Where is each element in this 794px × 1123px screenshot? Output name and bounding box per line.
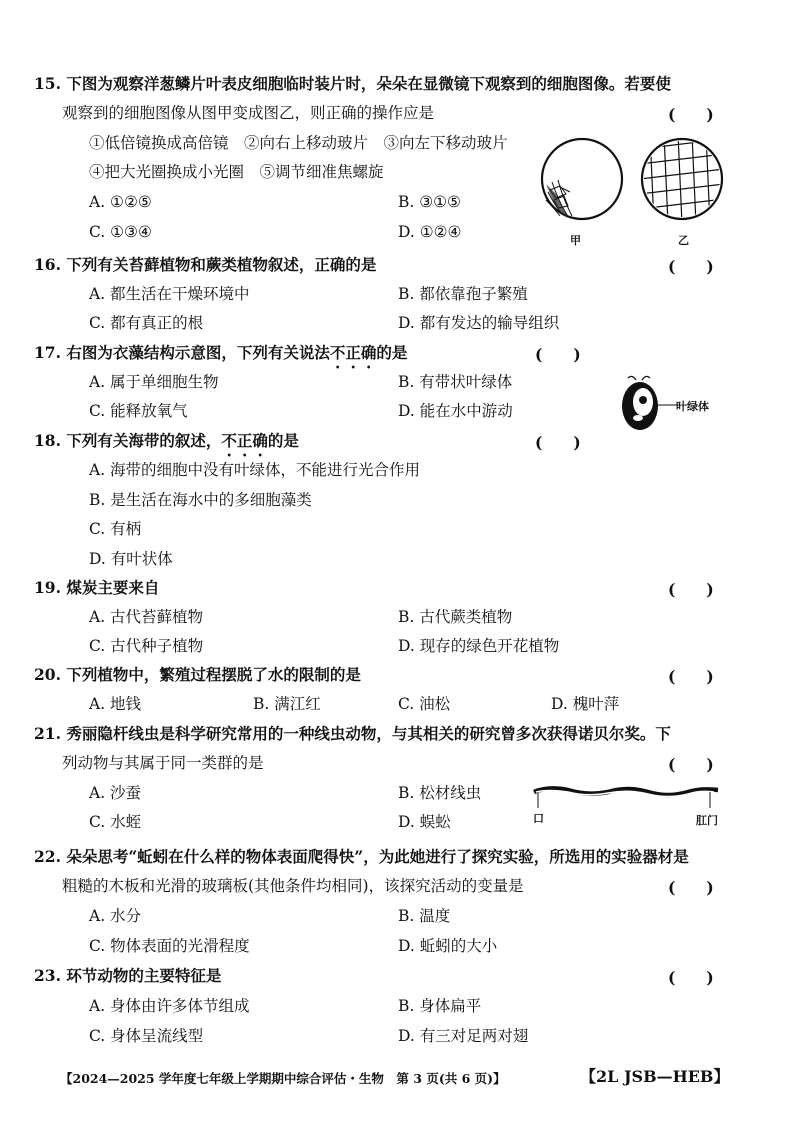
- page-footer: 【2024—2025 学年度七年级上学期期中综合评估・生物 第 3 页(共 6 页)】: [60, 1071, 506, 1086]
- q15-ops-line2: ④把大光圈换成小光圈 ⑤调节细准焦螺旋: [89, 163, 384, 181]
- q18-option-b[interactable]: B. 是生活在海水中的多细胞藻类: [89, 491, 312, 509]
- q23-option-c[interactable]: C. 身体呈流线型: [89, 1027, 204, 1045]
- q23-answer-paren[interactable]: ( ): [668, 968, 714, 987]
- q21-stem-line2: 列动物与其属于同一类群的是: [62, 754, 264, 772]
- q16-stem: 16. 下列有关苔藓植物和蕨类植物叙述，正确的是: [34, 255, 377, 274]
- q21-answer-paren[interactable]: ( ): [668, 755, 714, 774]
- q19-option-b[interactable]: B. 古代蕨类植物: [398, 608, 513, 626]
- q22-option-c[interactable]: C. 物体表面的光滑程度: [89, 937, 250, 955]
- q17-answer-paren[interactable]: ( ): [535, 345, 581, 364]
- q15-option-a[interactable]: A. ①②⑤: [89, 193, 152, 211]
- q16-option-a[interactable]: A. 都生活在干燥环境中: [89, 285, 250, 303]
- q23-option-a[interactable]: A. 身体由许多体节组成: [89, 997, 250, 1015]
- q18-answer-paren[interactable]: ( ): [535, 433, 581, 452]
- q18-option-a[interactable]: A. 海带的细胞中没有叶绿体，不能进行光合作用: [89, 461, 421, 479]
- nematode-mouth-label: 口: [533, 812, 544, 825]
- q15-figure-b-label: 乙: [678, 234, 689, 247]
- q17-option-b[interactable]: B. 有带状叶绿体: [398, 373, 513, 391]
- q18-option-c[interactable]: C. 有柄: [89, 520, 142, 538]
- q16-option-d[interactable]: D. 都有发达的输导组织: [398, 314, 560, 332]
- q17-stem: [34, 343, 407, 372]
- q15-figure-a-microscope-view: [540, 134, 624, 224]
- q22-option-a[interactable]: A. 水分: [89, 907, 142, 925]
- q16-option-c[interactable]: C. 都有真正的根: [89, 314, 204, 332]
- q20-stem: 20. 下列植物中，繁殖过程摆脱了水的限制的是: [34, 665, 361, 684]
- q15-ops-line1: ①低倍镜换成高倍镜 ②向右上移动玻片 ③向左下移动玻片: [89, 134, 508, 152]
- q20-answer-paren[interactable]: ( ): [668, 667, 714, 686]
- q23-option-b[interactable]: B. 身体扁平: [398, 997, 482, 1015]
- q19-option-d[interactable]: D. 现存的绿色开花植物: [398, 637, 560, 655]
- q20-option-c[interactable]: C. 油松: [398, 695, 451, 713]
- chlamydomonas-chloroplast-label: 叶绿体: [676, 400, 709, 413]
- q16-option-b[interactable]: B. 都依靠孢子繁殖: [398, 285, 528, 303]
- q16-answer-paren[interactable]: ( ): [668, 257, 714, 276]
- chlamydomonas-figure: [612, 372, 684, 438]
- q22-option-d[interactable]: D. 蚯蚓的大小: [398, 937, 498, 955]
- q19-answer-paren[interactable]: ( ): [668, 580, 714, 599]
- q23-stem: 23. 环节动物的主要特征是: [34, 966, 222, 985]
- q21-option-d[interactable]: D. 蜈蚣: [398, 813, 451, 831]
- q21-stem-line1: 21. 秀丽隐杆线虫是科学研究常用的一种线虫动物，与其相关的研究曾多次获得诺贝尔奖。下: [34, 724, 671, 743]
- q15-figure-a-label: 甲: [570, 234, 581, 247]
- q19-stem: 19. 煤炭主要来自: [34, 578, 160, 597]
- q18-stem-emphasis: 不正确: [221, 431, 268, 450]
- q15-answer-paren[interactable]: ( ): [668, 105, 714, 124]
- q23-option-d[interactable]: D. 有三对足两对翅: [398, 1027, 529, 1045]
- q20-option-d[interactable]: D. 槐叶萍: [551, 695, 620, 713]
- nematode-anus-label: 肛门: [696, 814, 718, 827]
- q15-stem-line1: 15. 下图为观察洋葱鳞片叶表皮细胞临时装片时，朵朵在显微镜下观察到的细胞图像。若要使: [34, 74, 671, 93]
- q17-stem-emphasis: 不正确: [329, 343, 377, 362]
- q22-stem-line1: 22. 朵朵思考“蚯蚓在什么样的物体表面爬得快”，为此她进行了探究实验，所选用的实验器材是: [34, 847, 689, 866]
- q20-option-b[interactable]: B. 满江红: [253, 695, 321, 713]
- q15-option-c[interactable]: C. ①③④: [89, 223, 152, 241]
- q21-option-b[interactable]: B. 松材线虫: [398, 784, 482, 802]
- q19-option-c[interactable]: C. 古代种子植物: [89, 637, 204, 655]
- q18-stem-part-b: 的是: [267, 431, 299, 450]
- q20-option-a[interactable]: A. 地钱: [89, 695, 142, 713]
- q22-answer-paren[interactable]: ( ): [668, 878, 714, 897]
- paper-code: 【2L JSB—HEB】: [580, 1067, 730, 1086]
- q15-option-b[interactable]: B. ③①⑤: [398, 193, 461, 211]
- q21-option-a[interactable]: A. 沙蚕: [89, 784, 142, 802]
- q19-option-a[interactable]: A. 古代苔藓植物: [89, 608, 204, 626]
- q22-option-b[interactable]: B. 温度: [398, 907, 451, 925]
- q18-option-d[interactable]: D. 有叶状体: [89, 550, 173, 568]
- q15-stem-line2: 观察到的细胞图像从图甲变成图乙，则正确的操作应是: [62, 104, 435, 122]
- q17-option-c[interactable]: C. 能释放氧气: [89, 402, 188, 420]
- q17-option-a[interactable]: A. 属于单细胞生物: [89, 373, 219, 391]
- q17-stem-part-b: 的是: [376, 343, 408, 362]
- q22-stem-line2: 粗糙的木板和光滑的玻璃板(其他条件均相同)，该探究活动的变量是: [62, 877, 524, 895]
- q15-figure-b-microscope-view: [640, 134, 724, 224]
- q21-option-c[interactable]: C. 水蛭: [89, 813, 142, 831]
- q15-option-d[interactable]: D. ①②④: [398, 223, 462, 241]
- q18-stem: [34, 431, 299, 460]
- q17-option-d[interactable]: D. 能在水中游动: [398, 402, 513, 420]
- q17-stem-part-a: 17. 右图为衣藻结构示意图，下列有关说法: [34, 343, 330, 362]
- q18-stem-part-a: 18. 下列有关海带的叙述，: [34, 431, 222, 450]
- nematode-figure: [528, 780, 724, 812]
